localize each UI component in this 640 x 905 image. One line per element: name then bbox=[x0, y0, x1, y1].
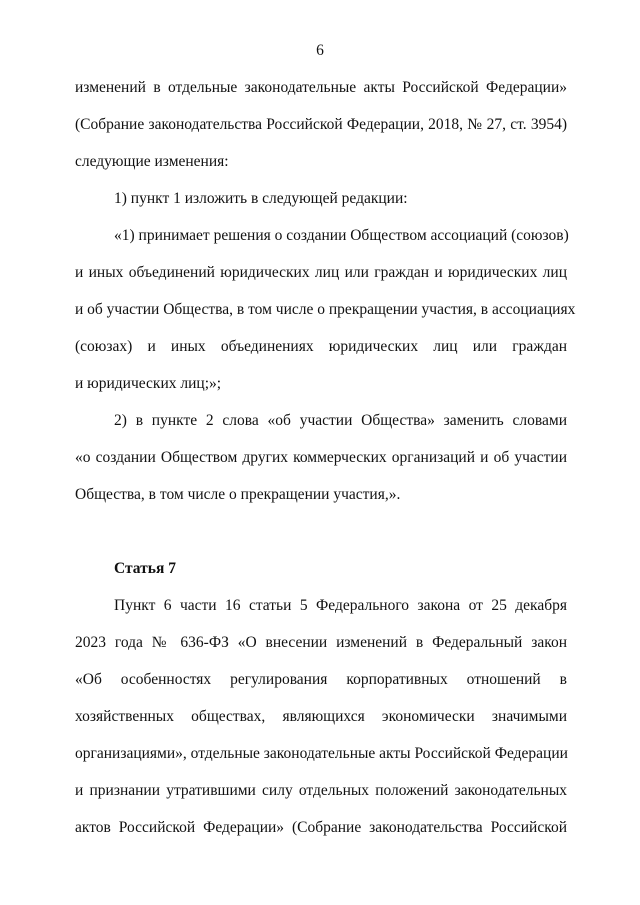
text-line: актов Российской Федерации» (Собрание законодательства Российской bbox=[75, 819, 567, 836]
text-line: Пункт 6 части 16 статьи 5 Федерального закона от 25 декабря bbox=[114, 597, 567, 614]
text-line: и признании утратившими силу отдельных положений законодательных bbox=[75, 782, 567, 799]
text-line: 1) пункт 1 изложить в следующей редакции: bbox=[114, 190, 408, 207]
paragraph-gap bbox=[75, 520, 567, 557]
text-line: «о создании Обществом других коммерческих организаций и об участии bbox=[75, 449, 567, 466]
text-line: следующие изменения: bbox=[75, 153, 229, 170]
text-line: 2023 года № 636-ФЗ «О внесении изменений в Федеральный закон bbox=[75, 634, 567, 651]
page-number: 6 bbox=[316, 42, 324, 59]
text-line: и юридических лиц;»; bbox=[75, 375, 222, 392]
text-line: Общества, в том числе о прекращении участия,». bbox=[75, 486, 401, 503]
text-line: «Об особенностях регулирования корпоративных отношений в bbox=[75, 671, 567, 688]
text-line: 2) в пункте 2 слова «об участии Общества» заменить словами bbox=[114, 412, 567, 429]
text-line: и об участии Общества, в том числе о прекращении участия, в ассоциациях bbox=[75, 301, 576, 318]
text-line: изменений в отдельные законодательные акты Российской Федерации» bbox=[75, 79, 567, 96]
article-heading: Статья 7 bbox=[114, 560, 176, 577]
text-line: организациями», отдельные законодательные акты Российской Федерации bbox=[75, 745, 568, 762]
text-line: (союзах) и иных объединениях юридических лиц или граждан bbox=[75, 338, 567, 355]
text-line: хозяйственных обществах, являющихся экономически значимыми bbox=[75, 708, 567, 725]
document-body bbox=[75, 76, 576, 853]
text-line: «1) принимает решения о создании Обществом ассоциаций (союзов) bbox=[114, 227, 569, 244]
text-line: и иных объединений юридических лиц или граждан и юридических лиц bbox=[75, 264, 567, 281]
text-line: (Собрание законодательства Российской Федерации, 2018, № 27, ст. 3954) bbox=[75, 116, 567, 133]
